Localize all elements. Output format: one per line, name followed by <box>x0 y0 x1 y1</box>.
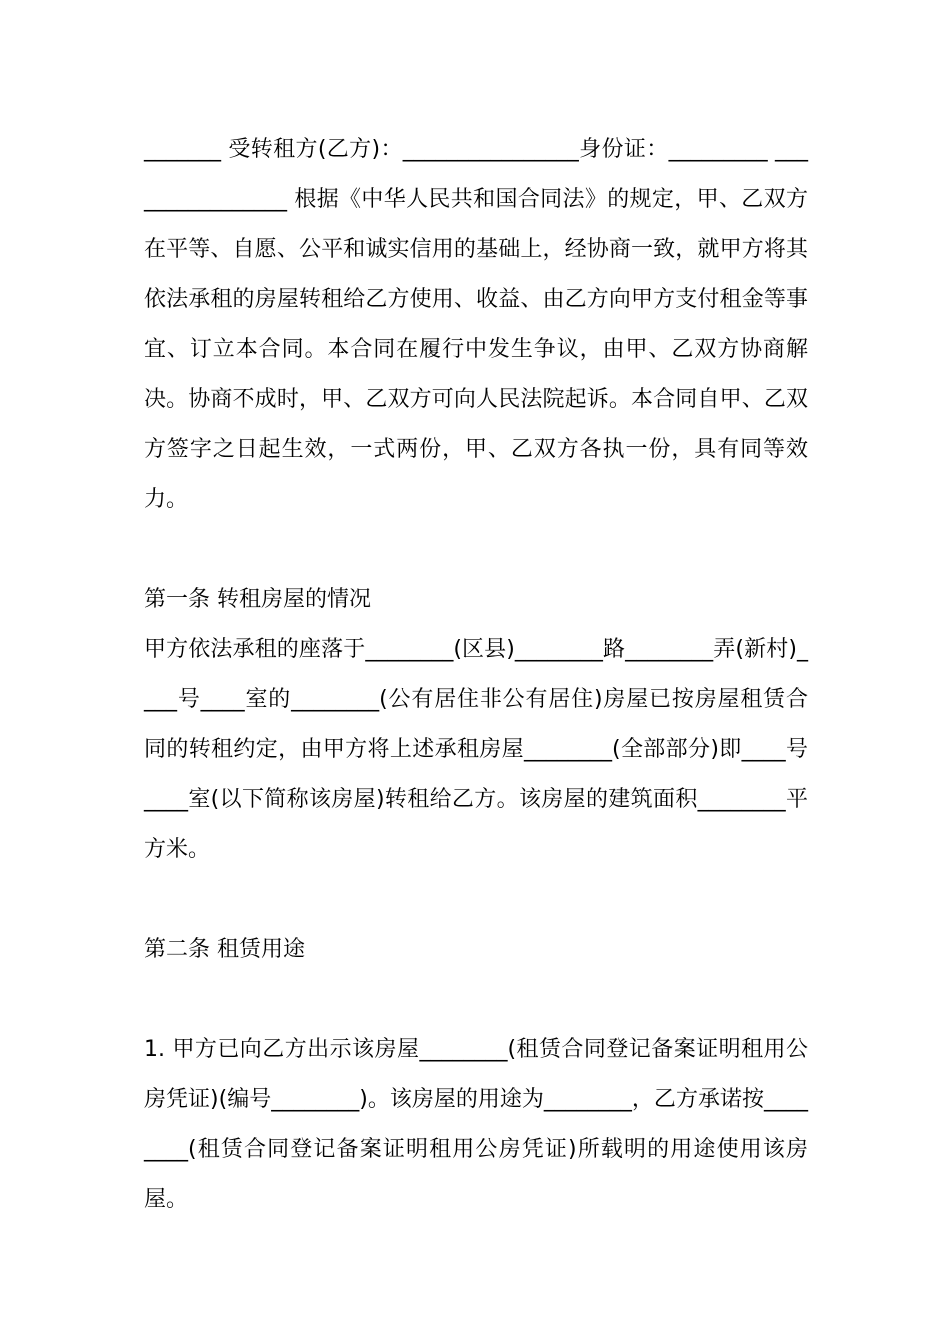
article-1-body: 甲方依法承租的座落于________(区县)________路________弄(新村)____号____室的________(公有居住非公有居住)房屋已按房屋租赁合同的转租约定，由甲方将上述承租房屋________(全部部分)即____号____室(以下简称该房屋)转租给乙方。该房屋的建筑面积________平方米。 <box>144 637 808 862</box>
article-2-body: 1. 甲方已向乙方出示该房屋________(租赁合同登记备案证明租用公房凭证)(编号________)。该房屋的用途为________，乙方承诺按________(租赁合同登记备案证明租用公房凭证)所载明的用途使用该房屋。 <box>144 1037 808 1212</box>
article-2-heading: 第二条 租赁用途 <box>144 937 305 962</box>
document-page <box>144 125 808 1225</box>
intro-paragraph: _______ 受转租方(乙方)：________________身份证：_________ ________________ 根据《中华人民共和国合同法》的规定，甲、乙双方在平等、自愿、公平和诚实信用的基础上，经协商一致，就甲方将其依法承租的房屋转租给乙方使用、收益、由乙方向甲方支付租金等事宜、订立本合同。本合同在履行中发生争议，由甲、乙双方协商解决。协商不成时，甲、乙双方可向人民法院起诉。本合同自甲、乙双方签字之日起生效，一式两份，甲、乙双方各执一份，具有同等效力。 <box>144 137 808 512</box>
article-1-heading: 第一条 转租房屋的情况 <box>144 587 371 612</box>
spacer <box>144 875 808 925</box>
spacer <box>144 975 808 1025</box>
spacer <box>144 525 808 575</box>
